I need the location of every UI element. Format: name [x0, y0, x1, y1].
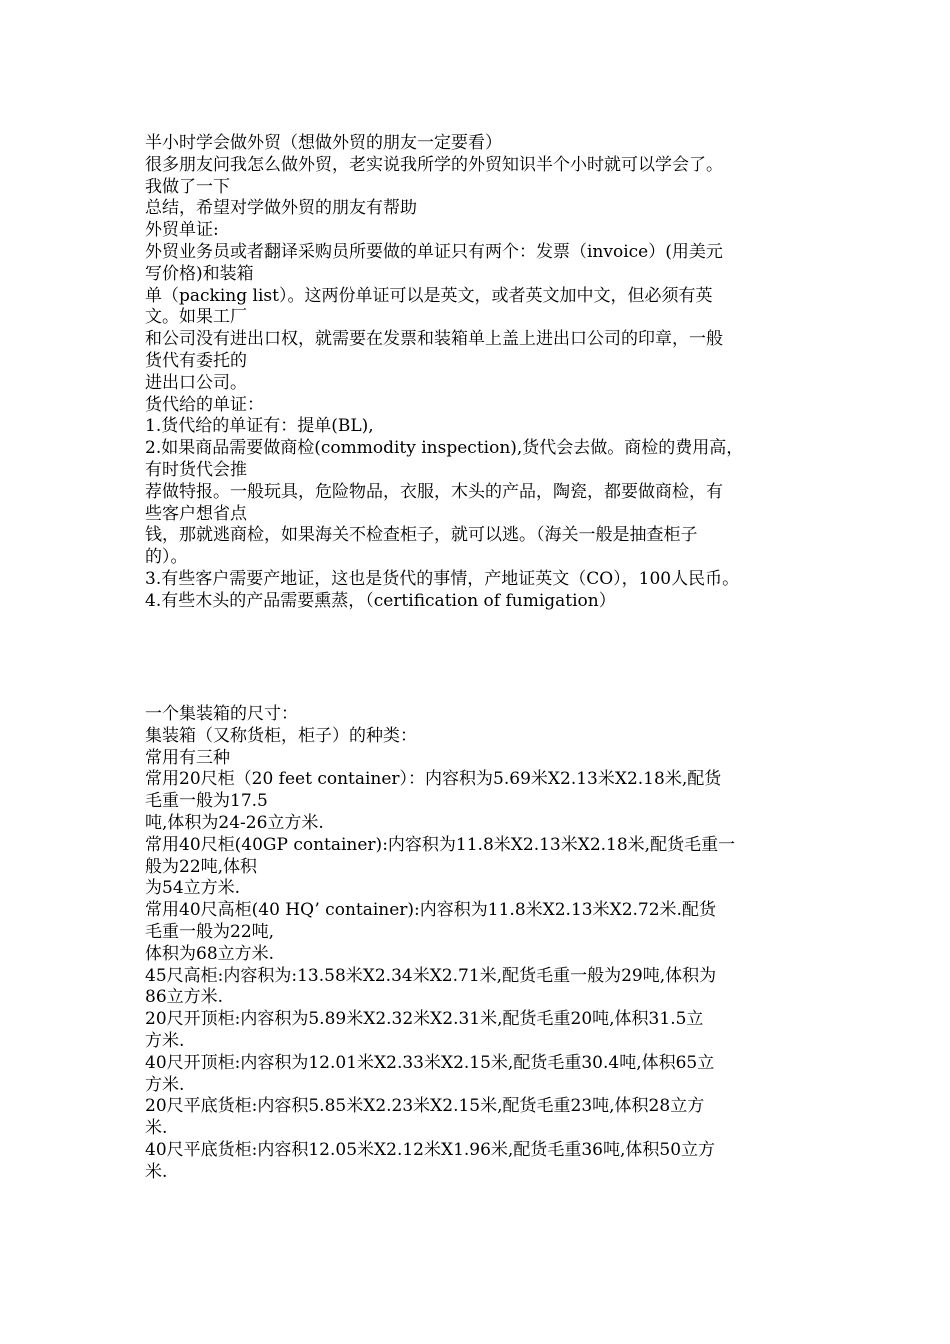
- text-line: 86立方米.: [145, 987, 224, 1008]
- text-line: 方米.: [145, 1074, 185, 1095]
- text-line: 常用40尺高柜(40 HQ’ container):内容积为11.8米X2.13米X2.72米.配货: [145, 900, 716, 921]
- text-line: 毛重一般为17.5: [145, 791, 268, 812]
- title-line: 半小时学会做外贸（想做外贸的朋友一定要看）: [145, 133, 502, 153]
- text-line: 钱，那就逃商检，如果海关不检查柜子，就可以逃。（海关一般是抽查柜子: [145, 525, 698, 546]
- text-line: 40尺平底货柜:内容积12.05米X2.12米X1.96米,配货毛重36吨,体积50立方: [145, 1139, 716, 1160]
- text-line: 很多朋友问我怎么做外贸，老实说我所学的外贸知识半个小时就可以学会了。: [145, 154, 723, 175]
- text-line: 方米.: [145, 1030, 185, 1051]
- text-line: 写价格)和装箱: [145, 263, 254, 284]
- text-line: 我做了一下: [145, 176, 230, 197]
- list-item-line: 3.有些客户需要产地证，这也是货代的事情，产地证英文（CO），100人民币。: [145, 568, 740, 589]
- text-line: 总结，希望对学做外贸的朋友有帮助: [145, 198, 417, 219]
- text-line: 毛重一般为22吨,: [145, 921, 275, 942]
- text-line: 些客户想省点: [145, 503, 247, 524]
- text-line: 米.: [145, 1118, 168, 1139]
- heading-line: 集装箱（又称货柜，柜子）的种类：: [145, 725, 417, 746]
- text-line: 常用20尺柜（20 feet container）：内容积为5.69米X2.13米X2.18米,配货: [145, 769, 722, 790]
- text-line: 常用有三种: [145, 747, 230, 768]
- list-item-line: 2.如果商品需要做商检(commodity inspection),货代会去做。商检的费用高，: [145, 438, 744, 459]
- text-line: 有时货代会推: [145, 459, 247, 480]
- text-line: 文。如果工厂: [145, 307, 247, 328]
- heading-line: 外贸单证:: [145, 220, 219, 241]
- text-line: 和公司没有进出口权，就需要在发票和装箱单上盖上进出口公司的印章，一般: [145, 329, 723, 350]
- text-line: 40尺开顶柜:内容积为12.01米X2.33米X2.15米,配货毛重30.4吨,体积65立: [145, 1052, 715, 1073]
- text-line: 常用40尺柜(40GP container):内容积为11.8米X2.13米X2.18米,配货毛重一: [145, 834, 736, 855]
- section-container-sizes: [145, 704, 815, 1184]
- text-line: 的）。: [145, 547, 188, 568]
- text-line: 吨,体积为24-26立方米.: [145, 812, 324, 833]
- text-line: 45尺高柜:内容积为:13.58米X2.34米X2.71米,配货毛重一般为29吨,体积为: [145, 965, 717, 986]
- text-line: 般为22吨,体积: [145, 856, 258, 877]
- heading-line: 货代给的单证：: [145, 394, 264, 415]
- section-foreign-trade-documents: [145, 133, 815, 613]
- text-line: 20尺开顶柜:内容积为5.89米X2.32米X2.31米,配货毛重20吨,体积31.5立: [145, 1009, 704, 1030]
- text-line: 20尺平底货柜:内容积5.85米X2.23米X2.15米,配货毛重23吨,体积28立方: [145, 1096, 705, 1117]
- text-line: 货代有委托的: [145, 350, 247, 371]
- list-item-line: 4.有些木头的产品需要熏蒸，（certification of fumigation）: [145, 590, 616, 611]
- text-line: 单（packing list）。这两份单证可以是英文，或者英文加中文，但必须有英: [145, 285, 713, 306]
- text-line: 荐做特报。一般玩具，危险物品，衣服，木头的产品，陶瓷，都要做商检，有: [145, 481, 723, 502]
- heading-line: 一个集装箱的尺寸：: [145, 704, 298, 724]
- text-line: 为54立方米.: [145, 878, 241, 899]
- text-line: 进出口公司。: [145, 372, 247, 393]
- text-line: 米.: [145, 1161, 168, 1182]
- list-item-line: 1.货代给的单证有：提单(BL),: [145, 416, 374, 437]
- text-line: 外贸业务员或者翻译采购员所要做的单证只有两个：发票（invoice）(用美元: [145, 241, 723, 262]
- text-line: 体积为68立方米.: [145, 943, 275, 964]
